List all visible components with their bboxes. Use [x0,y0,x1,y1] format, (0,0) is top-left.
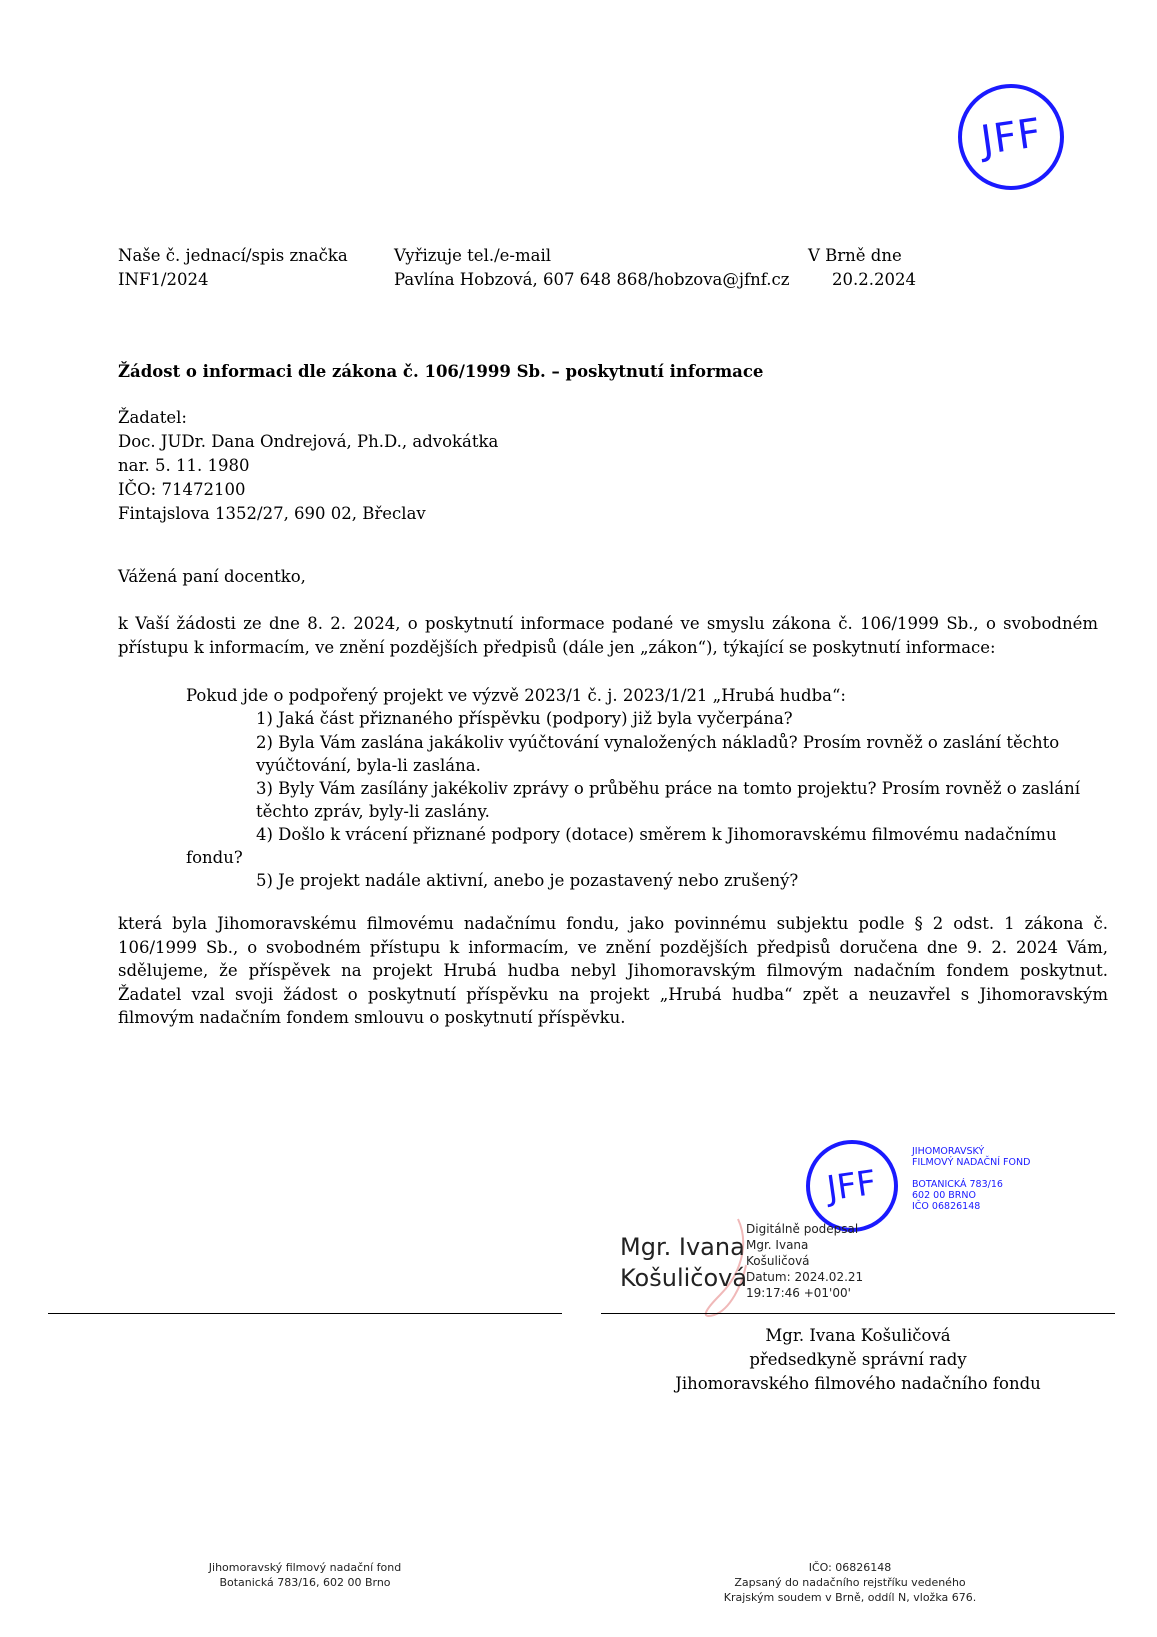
signature-info-line5: 19:17:46 +01'00' [746,1286,851,1300]
applicant-block [118,406,498,526]
question-1: 1) Jaká část přiznaného příspěvku (podpory) již byla vyčerpána? [256,709,793,728]
footer-registry-line2: Krajským soudem v Brně, oddíl N, vložka 676. [723,1591,977,1604]
signature-line-right [601,1313,1115,1314]
date-block [808,244,916,292]
signature-info-line2: Mgr. Ivana [746,1238,809,1252]
question-3a: 3) Byly Vám zasílány jakékoliv zprávy o průběhu práce na tomto projektu? Prosím rovněž o zaslání [256,779,1081,798]
request-lead: Pokud jde o podpořený projekt ve výzvě 2023/1 č. j. 2023/1/21 „Hrubá hudba“: [186,686,846,705]
reference-block [118,244,348,292]
intro-paragraph: k Vaší žádosti ze dne 8. 2. 2024, o poskytnutí informace podané ve smyslu zákona č. 106/1999 Sb., o svobodném přístupu k informacím, ve znění pozdějších předpisů (dále jen „zákon“), týkající se poskytnutí informace: [118,614,1098,657]
footer-right [700,1560,1000,1605]
question-4b: fondu? [186,848,243,867]
question-2b: vyúčtování, byla-li zaslána. [256,756,481,775]
salutation: Vážená paní docentko, [118,567,306,586]
question-4a: 4) Došlo k vrácení přiznané podpory (dotace) směrem k Jihomoravskému filmovému nadačnímu [256,825,1057,844]
signatory-block [601,1324,1115,1396]
stamp-text [912,1146,1030,1212]
footer-registry-line1: Zapsaný do nadačního rejstříku vedeného [734,1576,966,1589]
question-5: 5) Je projekt nadále aktivní, anebo je pozastavený nebo zrušený? [256,871,799,890]
footer-ico: IČO: 06826148 [808,1561,892,1574]
stamp-logo [806,1140,898,1232]
stamp-org-line1: JIHOMORAVSKÝ [912,1146,985,1157]
date-label: V Brně dne [808,246,902,265]
reference-value: INF1/2024 [118,270,209,289]
stamp-org-line2: FILMOVÝ NADAČNÍ FOND [912,1157,1031,1168]
logo-text: JFF [977,109,1045,165]
question-3b: těchto zpráv, byly-li zaslány. [256,802,490,821]
applicant-name: Doc. JUDr. Dana Ondrejová, Ph.D., advokátka [118,432,499,451]
date-value: 20.2.2024 [832,270,916,289]
stamp-ico: IČO 06826148 [912,1201,981,1212]
stamp-address-line2: 602 00 BRNO [912,1190,976,1201]
applicant-birth: nar. 5. 11. 1980 [118,456,250,475]
signatory-name: Mgr. Ivana Košuličová [765,1326,951,1345]
signature-line-left [48,1313,562,1314]
contact-value: Pavlína Hobzová, 607 648 868/hobzova@jfnf.cz [394,270,790,289]
signature-name-line1: Mgr. Ivana [620,1233,745,1261]
contact-block [394,244,789,292]
subject-heading: Žádost o informaci dle zákona č. 106/1999 Sb. – poskytnutí informace [118,362,764,381]
footer-org-address: Botanická 783/16, 602 00 Brno [219,1576,391,1589]
signature-info [746,1221,863,1301]
contact-label: Vyřizuje tel./e-mail [394,246,552,265]
applicant-address: Fintajslova 1352/27, 690 02, Břeclav [118,504,426,523]
signature-info-line1: Digitálně podepsal [746,1222,859,1236]
jff-logo [958,84,1064,190]
signatory-role: předsedkyně správní rady [749,1350,967,1369]
question-2a: 2) Byla Vám zaslána jakákoliv vyúčtování vynaložených nákladů? Prosím rovněž o zaslání těchto [256,733,1060,752]
signature-name [620,1232,747,1294]
stamp-address-line1: BOTANICKÁ 783/16 [912,1179,1003,1190]
signature-info-line3: Košuličová [746,1254,810,1268]
footer-left [180,1560,430,1590]
signature-info-line4: Datum: 2024.02.21 [746,1270,864,1284]
stamp-logo-text: JFF [824,1162,880,1210]
applicant-ico: IČO: 71472100 [118,480,246,499]
signature-name-line2: Košuličová [620,1264,748,1292]
reference-label: Naše č. jednací/spis značka [118,246,348,265]
applicant-label: Žadatel: [118,408,187,427]
signatory-organization: Jihomoravského filmového nadačního fondu [675,1374,1041,1393]
footer-org-name: Jihomoravský filmový nadační fond [208,1561,402,1574]
answer-paragraph: která byla Jihomoravskému filmovému nadačnímu fondu, jako povinnému subjektu podle § 2 odst. 1 zákona č. 106/1999 Sb., o svobodném přístupu k informacím, ve znění pozdějších předpisů doručena dne 9. 2. 2024 Vám, sdělujeme, že příspěvek na projekt Hrubá hudba nebyl Jihomoravským filmovým nadačním fondem poskytnut. Žadatel vzal svoji žádost o poskytnutí příspěvku na projekt „Hrubá hudba“ zpět a neuzavřel s Jihomoravským filmovým nadačním fondem smlouvu o poskytnutí příspěvku. [118,914,1108,1027]
